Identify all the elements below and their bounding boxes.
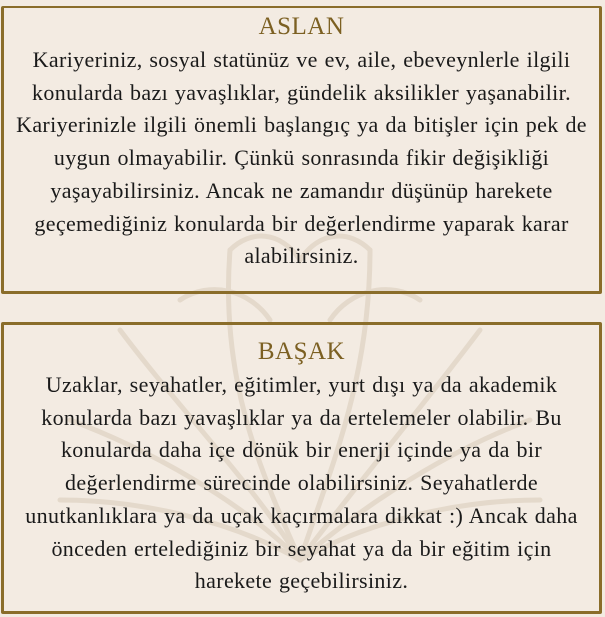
- basak-section: [1, 322, 602, 614]
- basak-text: Uzaklar, seyahatler, eğitimler, yurt dışı ya da akademik konularda bazı yavaşlıklar ya da ertelemeler olabilir. Bu konularda daha içe dönük bir enerji içinde ya da bir değerlendirme sürecinde olabilirsiniz. Seyahatlerde unutkanlıklara ya da uçak kaçırmalara dikkat :) Ancak daha önceden ertelediğiniz bir seyahat ya da bir eğitim için harekete geçebilirsiniz.: [25, 372, 578, 594]
- aslan-text: Kariyeriniz, sosyal statünüz ve ev, aile, ebeveynlerle ilgili konularda bazı yavaşlıklar, gündelik aksilikler yaşanabilir. Kariyerinizle ilgili önemli başlangıç ya da bitişler için pek de uygun olmayabilir. Çünkü sonrasında fikir değişikliği yaşayabilirsiniz. Ancak ne zamandır düşünüp harekete geçemediğiniz konularda bir değerlendirme yaparak karar alabilirsiniz.: [16, 47, 587, 269]
- basak-title: BAŞAK: [257, 338, 346, 365]
- aslan-title: ASLAN: [258, 13, 345, 40]
- aslan-section: [1, 6, 602, 294]
